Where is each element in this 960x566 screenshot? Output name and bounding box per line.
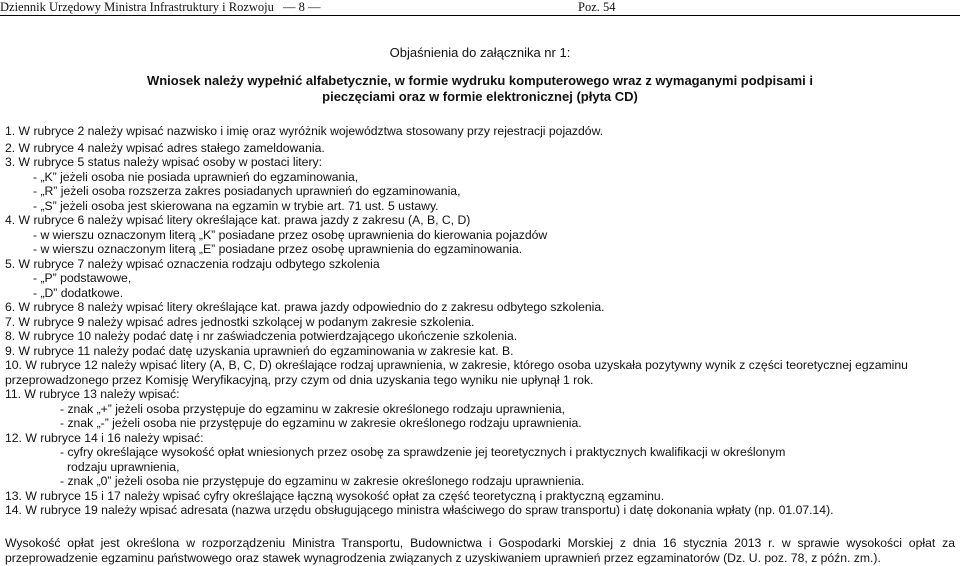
list-item: 14. W rubryce 19 należy wpisać adresata (nazwa urzędu obsługującego ministra właściwego do spraw transportu) i datę dokonania wpłaty (np. 01.07.14).	[5, 503, 834, 517]
document-title: Objaśnienia do załącznika nr 1:	[389, 45, 571, 60]
list-item: 1. W rubryce 2 należy wpisać nazwisko i imię oraz wyróżnik województwa stosowany przy rejestracji pojazdów.	[5, 124, 604, 138]
list-item: przeprowadzonego przez Komisję Weryfikacyjną, przy czym od dnia uzyskania tego wyniku nie upłynął 1 rok.	[5, 373, 594, 387]
list-item: - „R” jeżeli osoba rozszerza zakres posiadanych uprawnień do egzaminowania,	[33, 184, 461, 198]
list-item: - „D” dodatkowe.	[33, 286, 124, 300]
document-subtitle: Wniosek należy wypełnić alfabetycznie, w formie wydruku komputerowego wraz z wymaganymi podpisami i pieczęciami oraz w formie elektronicznej (płyta CD)	[146, 73, 814, 104]
position-number: Poz. 54	[578, 0, 616, 14]
list-item: - cyfry określające wysokość opłat wniesionych przez osobę za sprawdzenie jej teoretycznych i praktycznych kwalifikacji w określonym	[60, 445, 786, 459]
list-item: - znak „-” jeżeli osoba nie przystępuje do egzaminu w zakresie określonego rodzaju uprawnienia.	[60, 416, 582, 430]
list-item: - „S” jeżeli osoba jest skierowana na egzamin w trybie art. 71 ust. 5 ustawy.	[33, 199, 439, 213]
page-number: — 8 —	[283, 0, 321, 14]
list-item: 11. W rubryce 13 należy wpisać:	[5, 387, 180, 401]
list-item: 12. W rubryce 14 i 16 należy wpisać:	[5, 431, 204, 445]
footer-note: Wysokość opłat jest określona w rozporządzeniu Ministra Transportu, Budownictwa i Gospodarki Morskiej z dnia 16 stycznia 2013 r. w sprawie wysokości opłat za przeprowadzenie egzaminu państwowego oraz stawek wynagrodzenia związanych z uzyskiwaniem uprawnień przez egzaminatorów (Dz. U. poz. 78, z późn. zm.).	[5, 536, 955, 565]
page-header	[0, 0, 960, 14]
list-item: - w wierszu oznaczonym literą „K” posiadane przez osobę uprawnienia do kierowania pojazdów	[33, 228, 548, 242]
list-item: 2. W rubryce 4 należy wpisać adres stałego zameldowania.	[5, 141, 325, 155]
list-item: - „P” podstawowe,	[33, 271, 132, 285]
list-item: - „K” jeżeli osoba nie posiada uprawnień do egzaminowania,	[33, 170, 359, 184]
journal-title: Dziennik Urzędowy Ministra Infrastruktury i Rozwoju	[0, 0, 274, 14]
list-item: 6. W rubryce 8 należy wpisać litery określające kat. prawa jazdy odpowiednio do z zakresu odbytego szkolenia.	[5, 300, 605, 314]
list-item: rodzaju uprawnienia,	[67, 460, 180, 474]
list-item: - w wierszu oznaczonym literą „E” posiadane przez osobę uprawnienia do egzaminowania.	[33, 242, 523, 256]
list-item: - znak „0” jeżeli osoba nie przystępuje do egzaminu w zakresie określonego rodzaju uprawnienia.	[60, 474, 585, 488]
header-divider	[0, 15, 960, 16]
list-item: 13. W rubryce 15 i 17 należy wpisać cyfry określające łączną wysokość opłat za część teoretyczną i praktyczną egzaminu.	[5, 489, 665, 503]
list-item: 10. W rubryce 12 należy wpisać litery (A, B, C, D) określające rodzaj uprawnienia, w zakresie, którego osoba uzyskała pozytywny wynik z części teoretycznej egzaminu	[5, 358, 908, 372]
list-item: 4. W rubryce 6 należy wpisać litery określające kat. prawa jazdy z zakresu (A, B, C, D)	[5, 213, 471, 227]
list-item: 7. W rubryce 9 należy wpisać adres jednostki szkolącej w podanym zakresie szkolenia.	[5, 315, 475, 329]
list-item: 9. W rubryce 11 należy podać datę uzyskania uprawnień do egzaminowania w zakresie kat. B.	[5, 344, 514, 358]
list-item: 5. W rubryce 7 należy wpisać oznaczenia rodzaju odbytego szkolenia	[5, 257, 380, 271]
list-item: 8. W rubryce 10 należy podać datę i nr zaświadczenia potwierdzającego ukończenie szkolenia.	[5, 329, 518, 343]
list-item: 3. W rubryce 5 status należy wpisać osoby w postaci litery:	[5, 155, 322, 169]
list-item: - znak „+” jeżeli osoba przystępuje do egzaminu w zakresie określonego rodzaju uprawnienia,	[60, 402, 566, 416]
